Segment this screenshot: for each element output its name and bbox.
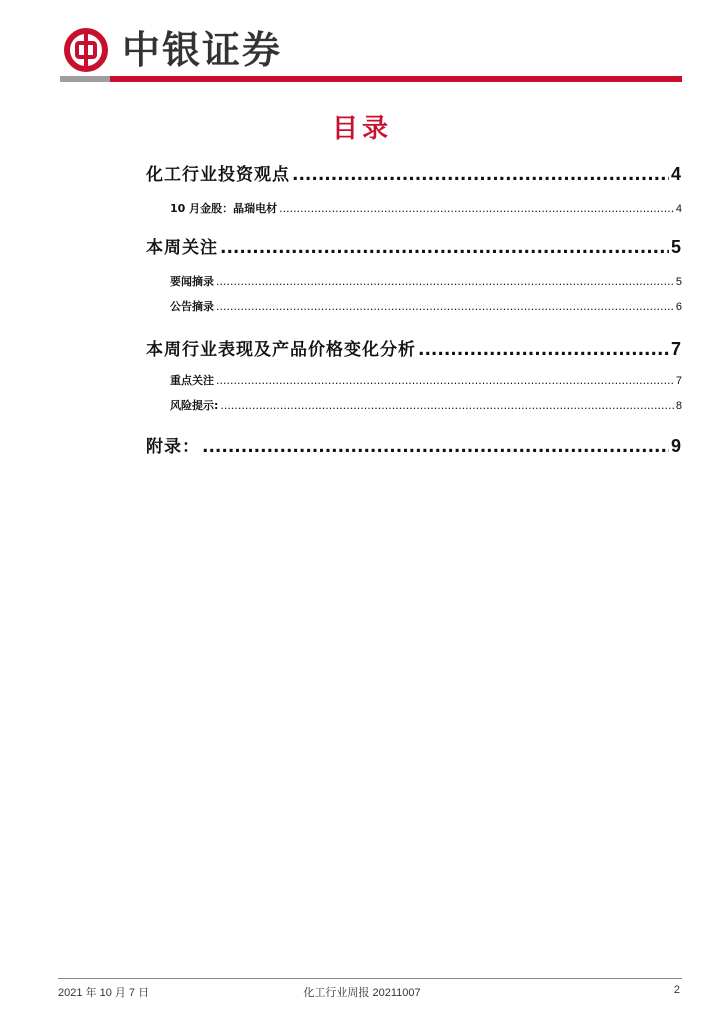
toc-leader: [418, 340, 669, 360]
header-rule-gray: [60, 76, 110, 82]
toc-entry-label: 10 月金股：晶瑞电材: [170, 202, 278, 215]
header-rule-red: [110, 76, 682, 82]
toc-entry[interactable]: [170, 397, 682, 413]
toc-entry[interactable]: [170, 273, 682, 289]
toc-leader: [220, 238, 669, 258]
toc-entry-page: 9: [670, 436, 682, 456]
toc-entry-label: 化工行业投资观点: [146, 165, 290, 185]
toc-entry-label: 公告摘录: [170, 300, 214, 313]
toc-entry[interactable]: [170, 298, 682, 314]
toc-entry[interactable]: [170, 372, 682, 388]
toc-leader: [279, 202, 674, 215]
footer-date: 2021 年 10 月 7 日: [58, 987, 150, 999]
toc-entry[interactable]: [146, 335, 682, 360]
toc-entry[interactable]: [146, 432, 682, 457]
footer-rule: [58, 978, 682, 979]
toc-entry-label: 风险提示:: [170, 399, 219, 412]
footer-report-name: 化工行业周报 20211007: [303, 987, 421, 999]
bank-of-china-logo-icon: [64, 28, 108, 72]
toc-entry-label: 附录：: [146, 437, 200, 457]
toc-entry-label: 重点关注: [170, 374, 214, 387]
toc-entry-page: 8: [675, 400, 682, 412]
toc-entry-page: 4: [675, 203, 682, 215]
footer-page-number: 2: [673, 984, 680, 996]
toc-leader: [220, 399, 673, 412]
toc-entry-page: 5: [670, 237, 682, 257]
toc-entry-page: 5: [675, 276, 682, 288]
toc-leader: [216, 374, 674, 387]
toc-entry-label: 本周行业表现及产品价格变化分析: [146, 340, 416, 360]
brand-name: 中银证券: [122, 27, 283, 72]
toc-entry-label: 本周关注: [146, 238, 218, 258]
toc-entry-page: 6: [675, 301, 682, 313]
toc-entry-page: 7: [670, 339, 682, 359]
toc-leader: [216, 300, 674, 313]
toc-entry[interactable]: [146, 233, 682, 258]
toc-entry-page: 4: [670, 164, 682, 184]
toc-leader: [202, 437, 669, 457]
toc-leader: [216, 275, 674, 288]
page-header: [60, 26, 690, 76]
toc-entry-page: 7: [675, 375, 682, 387]
toc-entry[interactable]: [146, 160, 682, 185]
toc-entry-label: 要闻摘录: [170, 275, 214, 288]
toc-title: 目录: [331, 114, 392, 144]
toc-leader: [292, 165, 669, 185]
toc-entry[interactable]: [170, 200, 682, 216]
